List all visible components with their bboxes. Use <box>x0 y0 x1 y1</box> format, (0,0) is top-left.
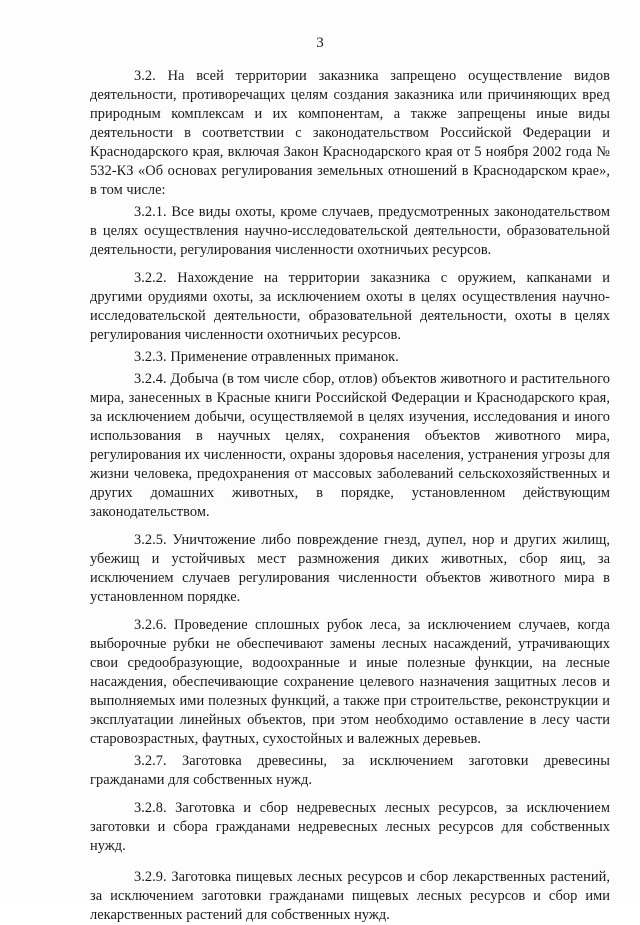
paragraph-3-2-5: 3.2.5. Уничтожение либо повреждение гнезд, дупел, нор и других жилищ, убежищ и устойчивых мест размножения диких животных, сбор яиц, за исключением случаев регулирования численности объектов животного мира в установленном порядке. <box>90 532 610 605</box>
paragraph-3-2-9: 3.2.9. Заготовка пищевых лесных ресурсов и сбор лекарственных растений, за исключением заготовки гражданами пищевых лесных ресурсов и сбор ими лекарственных растений для собственных нужд. <box>90 869 610 923</box>
paragraph-3-2-3: 3.2.3. Применение отравленных приманок. <box>134 349 399 365</box>
paragraph-3-2-7: 3.2.7. Заготовка древесины, за исключением заготовки древесины гражданами для собственных нужд. <box>90 753 610 788</box>
paragraph-3-2-1: 3.2.1. Все виды охоты, кроме случаев, предусмотренных законодательством в целях осуществления научно-исследовательской деятельности, образовательной деятельности, регулирования численности охотничьих ресурсов. <box>90 204 610 258</box>
paragraph-3-2-2: 3.2.2. Нахождение на территории заказника с оружием, капканами и другими орудиями охоты, за исключением охоты в целях осуществления научно-исследовательской деятельности, образовательной деятельности, охоты в целях регулирования численности охотничьих ресурсов. <box>90 270 610 343</box>
paragraph-3-2-4: 3.2.4. Добыча (в том числе сбор, отлов) объектов животного и растительного мира, занесенных в Красные книги Российской Федерации и Краснодарского края, за исключением добычи, осуществляемой в целях изучения, исследования и иного использования в научных целях, сохранения объектов животного мира, регулирования их численности, охраны здоровья населения, устранения угрозы для жизни человека, предохранения от массовых заболеваний сельскохозяйственных и других домашних животных, в порядке, установленном действующим законодательством. <box>90 371 610 520</box>
paragraph-3-2-8: 3.2.8. Заготовка и сбор недревесных лесных ресурсов, за исключением заготовки и сбора гражданами недревесных лесных ресурсов для собственных нужд. <box>90 800 610 854</box>
paragraph-3-2: 3.2. На всей территории заказника запрещено осуществление видов деятельности, противоречащих целям создания заказника или причиняющих вред природным комплексам и их компонентам, а также запрещены иные виды деятельности в соответствии с законодательством Российской Федерации и Краснодарского края, включая Закон Краснодарского края от 5 ноября 2002 года № 532-КЗ «Об основах регулирования земельных отношений в Краснодарском крае», в том числе: <box>90 68 610 198</box>
paragraph-3-2-6: 3.2.6. Проведение сплошных рубок леса, за исключением случаев, когда выборочные рубки не обеспечивают замены лесных насаждений, утрачивающих свои средообразующие, водоохранные и иные полезные функции, на лесные насаждения, обеспечивающие сохранение целевого назначения защитных лесов и выполняемых ими полезных функций, а также при строительстве, реконструкции и эксплуатации линейных объектов, при этом необходимо оставление в лесу части старовозрастных, фаутных, сухостойных и валежных деревьев. <box>90 617 610 747</box>
document-body <box>90 67 610 925</box>
page-number: 3 <box>316 35 324 51</box>
